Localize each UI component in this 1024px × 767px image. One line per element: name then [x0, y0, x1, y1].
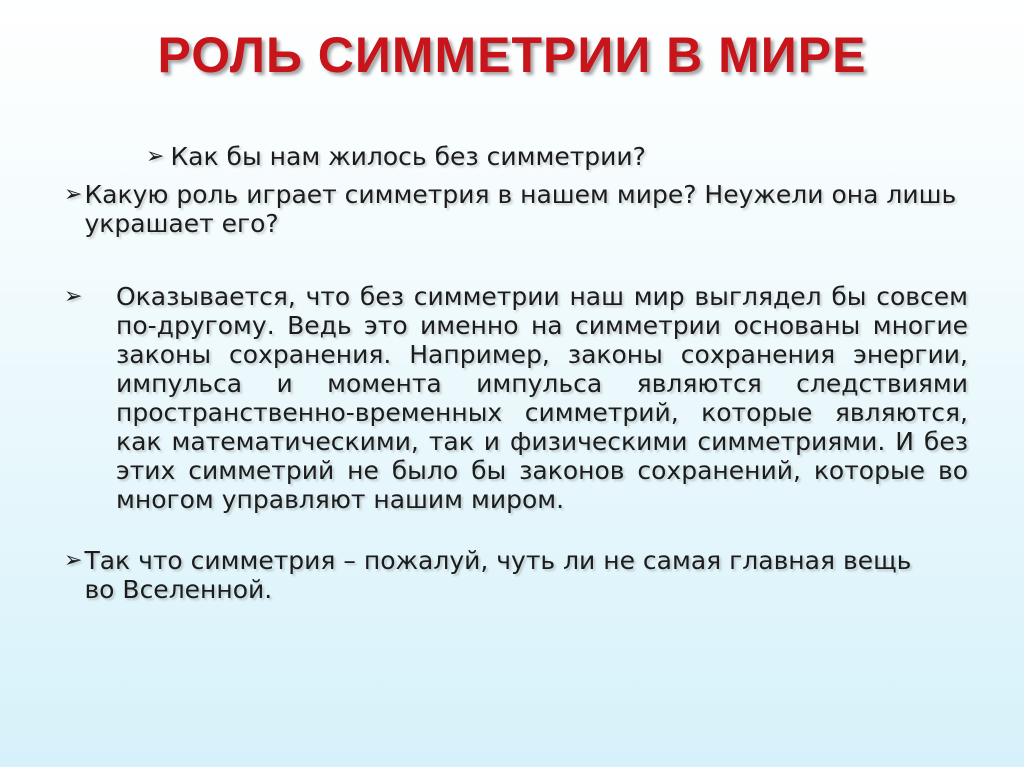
- bullet-item-1-text: Как бы нам жилось без симметрии?: [170, 142, 646, 171]
- slide-title: РОЛЬ СИММЕТРИИ В МИРЕ: [157, 27, 867, 83]
- bullet-item-2: [64, 180, 964, 238]
- arrow-bullet-icon: ➢: [64, 182, 83, 207]
- arrow-bullet-icon: ➢: [146, 144, 165, 169]
- arrow-bullet-icon: ➢: [64, 548, 83, 573]
- bullet-item-3: [64, 282, 968, 514]
- bullet-item-4-text: Так что симметрия – пожалуй, чуть ли не самая главная вещь во Вселенной.: [84, 546, 912, 604]
- bullet-item-1: [146, 142, 706, 171]
- bullet-item-2-text: Какую роль играет симметрия в нашем мире? Неужели она лишь украшает его?: [84, 180, 957, 238]
- arrow-bullet-icon: ➢: [64, 284, 83, 309]
- bullet-item-3-text: Оказывается, что без симметрии наш мир выглядел бы совсем по-другому. Ведь это именно на симметрии основаны многие законы сохранения. Например, законы сохранения энергии, импульса и момента импульса являются следствиями пространственно-временных симметрий, которые являются, как математическими, так и физическими симметриями. И без этих симметрий не было бы законов сохранений, которые во многом управляют нашим миром.: [116, 282, 968, 514]
- bullet-item-4: [64, 546, 924, 604]
